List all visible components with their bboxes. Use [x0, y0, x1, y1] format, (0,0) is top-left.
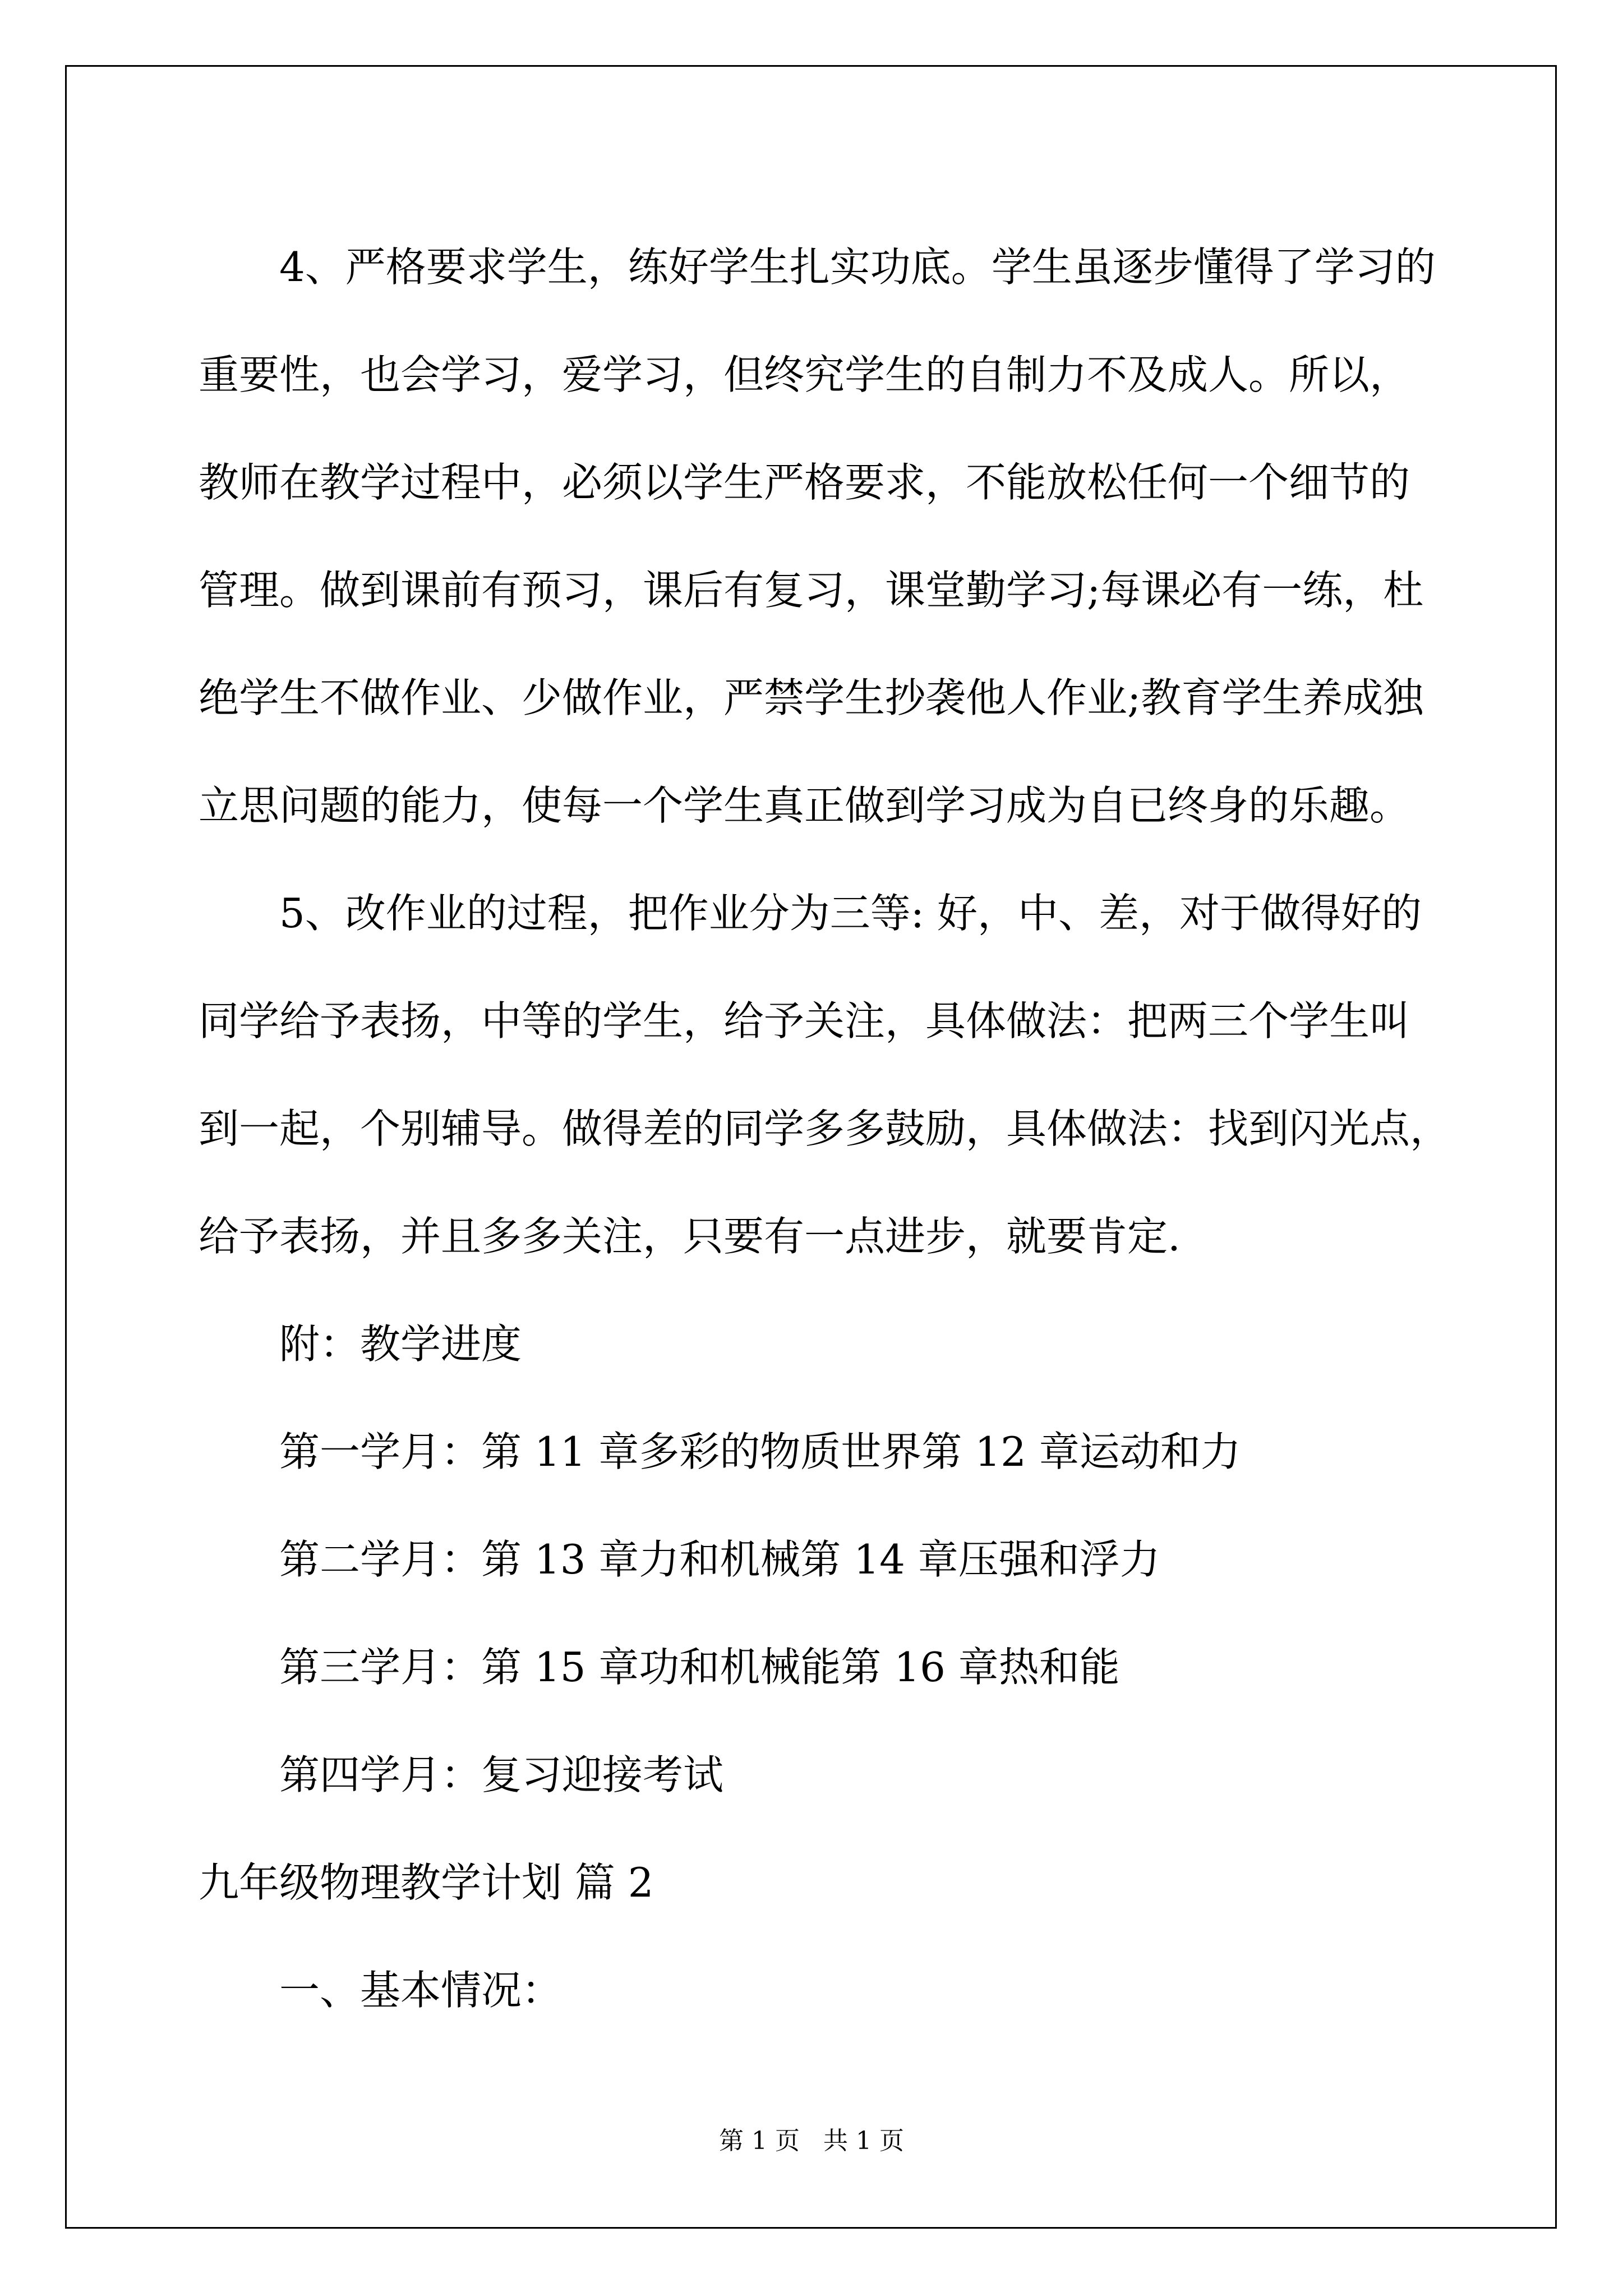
text-line: 4、严格要求学生，练好学生扎实功底。学生虽逐步懂得了学习的 — [279, 243, 1436, 291]
text-line: 到一起，个别辅导。做得差的同学多多鼓励，具体做法：找到闪光点， — [199, 1105, 1451, 1152]
text-line: 绝学生不做作业、少做作业，严禁学生抄袭他人作业;教育学生养成独 — [199, 674, 1424, 721]
paragraph-month-2 — [199, 1506, 1432, 1613]
text-line: 重要性，也会学习，爱学习，但终究学生的自制力不及成人。所以， — [199, 351, 1410, 398]
text-line: 第三学月：第 15 章功和机械能第 16 章热和能 — [279, 1644, 1120, 1691]
text-line: 第一学月：第 11 章多彩的物质世界第 12 章运动和力 — [279, 1428, 1241, 1475]
text-line: 教师在教学过程中，必须以学生严格要求，不能放松任何一个细节的 — [199, 459, 1410, 506]
text-line: 管理。做到课前有预习，课后有复习，课堂勤学习;每课必有一练，杜 — [199, 567, 1424, 614]
text-line: 附：教学进度 — [279, 1320, 522, 1368]
paragraph-month-1 — [199, 1398, 1432, 1506]
paragraph-month-4 — [199, 1721, 1432, 1829]
section-heading — [199, 1829, 1432, 1936]
paragraph-strict-requirements — [199, 213, 1436, 859]
text-line: 第四学月：复习迎接考试 — [279, 1751, 724, 1798]
text-line: 5、改作业的过程，把作业分为三等: 好，中、差，对于做得好的 — [279, 890, 1422, 937]
document-body — [199, 213, 1451, 2044]
subheading-text: 一、基本情况： — [279, 1967, 562, 2014]
section-heading-text: 九年级物理教学计划 篇 2 — [199, 1859, 654, 1906]
text-line: 立思问题的能力，使每一个学生真正做到学习成为自已终身的乐趣。 — [199, 782, 1410, 829]
paragraph-homework-grading — [199, 859, 1451, 1290]
text-line: 第二学月：第 13 章力和机械第 14 章压强和浮力 — [279, 1536, 1160, 1583]
text-line: 给予表扬，并且多多关注，只要有一点进步，就要肯定. — [199, 1213, 1181, 1260]
paragraph-schedule-title — [199, 1290, 1432, 1398]
subheading — [199, 1936, 1432, 2044]
page-footer: 第 1 页 共 1 页 — [719, 2127, 904, 2155]
paragraph-month-3 — [199, 1613, 1432, 1721]
text-line: 同学给予表扬，中等的学生，给予关注，具体做法：把两三个学生叫 — [199, 997, 1410, 1045]
